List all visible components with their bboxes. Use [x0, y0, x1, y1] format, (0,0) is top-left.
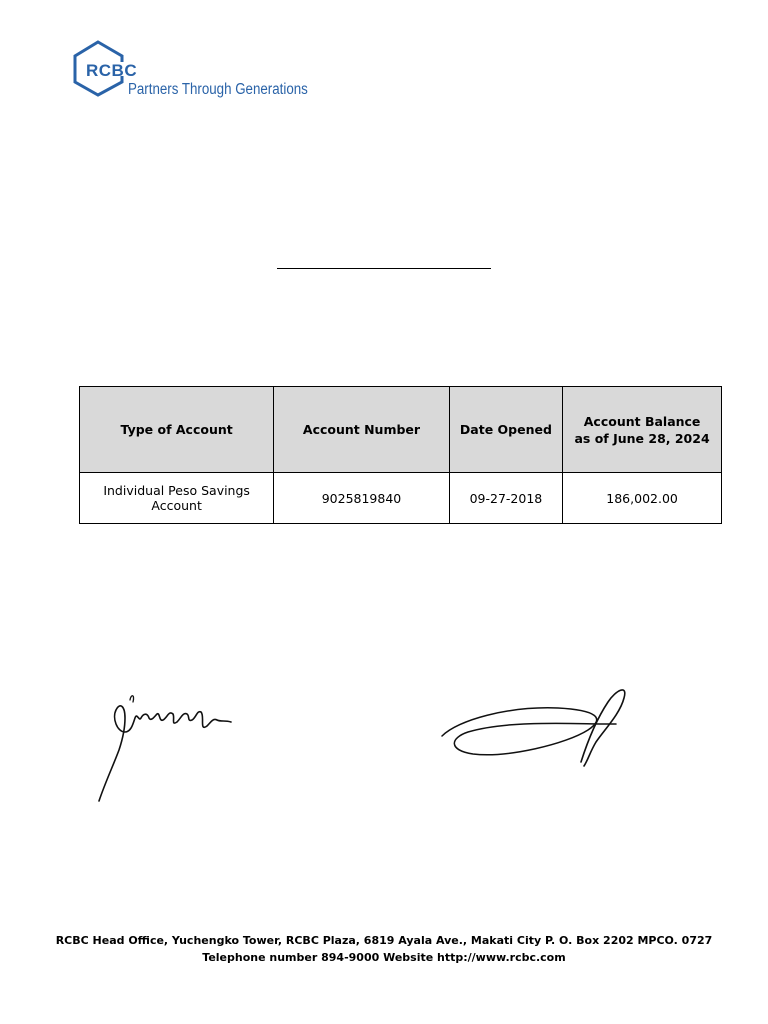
blank-title-line — [277, 268, 491, 269]
header-balance-label: Account Balance — [583, 413, 701, 429]
header-date-opened: Date Opened — [449, 387, 562, 473]
table-row — [80, 473, 722, 524]
cell-account-number: 9025819840 — [274, 473, 449, 524]
rcbc-logo — [72, 40, 322, 100]
signature-left-icon — [95, 688, 240, 806]
table-header-row — [80, 387, 722, 473]
header-account-balance — [563, 387, 722, 473]
accounts-table — [79, 386, 722, 524]
header-account-number: Account Number — [274, 387, 449, 473]
logo-tagline: Partners Through Generations — [128, 81, 308, 98]
logo-text: RCBC — [86, 61, 138, 80]
cell-account-balance: 186,002.00 — [563, 473, 722, 524]
signature-right-icon — [438, 680, 633, 770]
footer-address: RCBC Head Office, Yuchengko Tower, RCBC Plaza, 6819 Ayala Ave., Makati City P. O. Box 2202 MPCO. 0727 — [55, 934, 713, 947]
header-balance-date: as of June 28, 2024 — [574, 430, 710, 446]
footer-contact: Telephone number 894-9000 Website http://www.rcbc.com — [202, 951, 566, 964]
cell-date-opened: 09-27-2018 — [449, 473, 562, 524]
cell-account-type: Individual Peso Savings Account — [80, 473, 274, 524]
header-type-of-account: Type of Account — [80, 387, 274, 473]
footer — [0, 932, 768, 966]
